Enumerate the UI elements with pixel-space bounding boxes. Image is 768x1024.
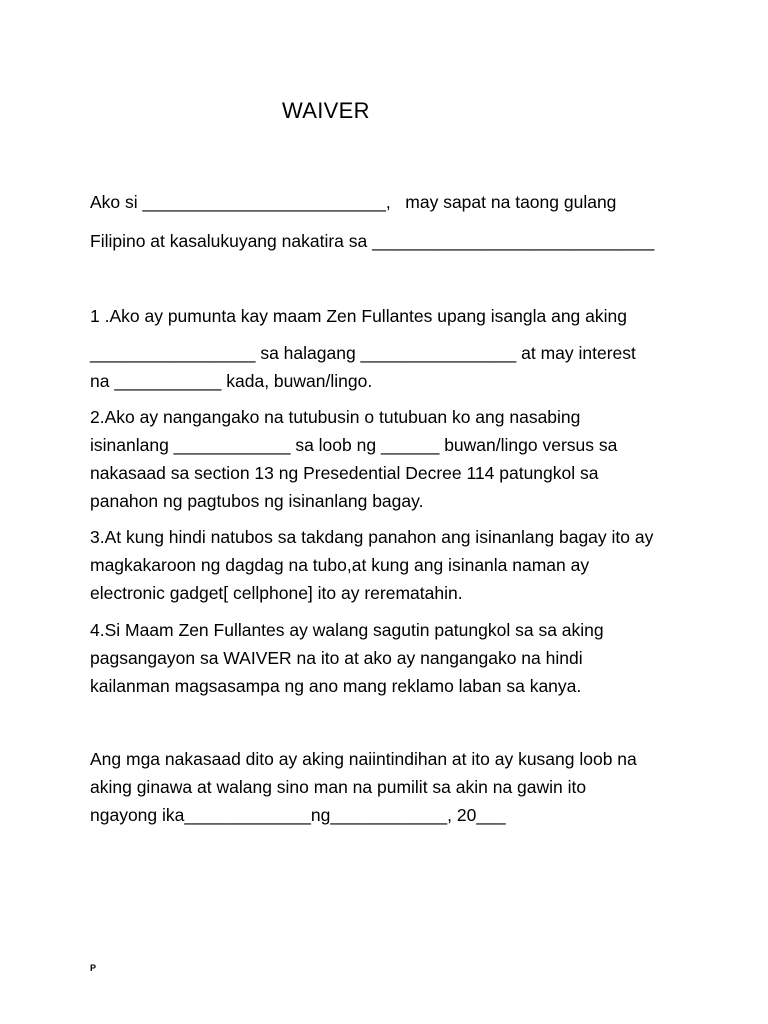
footer-mark: P bbox=[90, 963, 97, 973]
item-2-line-3: nakasaad sa section 13 ng Presedential Decree 114 patungkol sa bbox=[90, 463, 599, 483]
item-1-line-2: _________________ sa halagang ________________ at may interest bbox=[90, 343, 636, 363]
closing-line-1: Ang mga nakasaad dito ay aking naiintindihan at ito ay kusang loob na bbox=[90, 749, 637, 769]
item-2-line-4: panahon ng pagtubos ng isinanlang bagay. bbox=[90, 491, 424, 511]
item-3-line-1: 3.At kung hindi natubos sa takdang panahon ang isinanlang bagay ito ay bbox=[90, 527, 654, 547]
closing-line-2: aking ginawa at walang sino man na pumilit sa akin na gawin ito bbox=[90, 777, 587, 797]
document-title: WAIVER bbox=[282, 98, 370, 123]
item-2-line-2: isinanlang ____________ sa loob ng ______ buwan/lingo versus sa bbox=[90, 435, 618, 455]
intro-line-1: Ako si _________________________, may sapat na taong gulang bbox=[90, 192, 617, 212]
item-3-line-3: electronic gadget[ cellphone] ito ay rerematahin. bbox=[90, 583, 463, 603]
item-1-line-3: na ___________ kada, buwan/lingo. bbox=[90, 371, 373, 391]
item-3-line-2: magkakaroon ng dagdag na tubo,at kung ang isinanla naman ay bbox=[90, 555, 590, 575]
item-2-line-1: 2.Ako ay nangangako na tutubusin o tutubuan ko ang nasabing bbox=[90, 407, 581, 427]
item-4-line-1: 4.Si Maam Zen Fullantes ay walang sagutin patungkol sa sa aking bbox=[90, 620, 604, 640]
intro-line-2: Filipino at kasalukuyang nakatira sa _____________________________ bbox=[90, 231, 655, 251]
closing-line-3: ngayong ika_____________ng____________, 20___ bbox=[90, 805, 506, 825]
item-4-line-3: kailanman magsasampa ng ano mang reklamo laban sa kanya. bbox=[90, 676, 582, 696]
item-4-line-2: pagsangayon sa WAIVER na ito at ako ay nangangako na hindi bbox=[90, 648, 583, 668]
item-1-line-1: 1 .Ako ay pumunta kay maam Zen Fullantes upang isangla ang aking bbox=[90, 306, 627, 326]
